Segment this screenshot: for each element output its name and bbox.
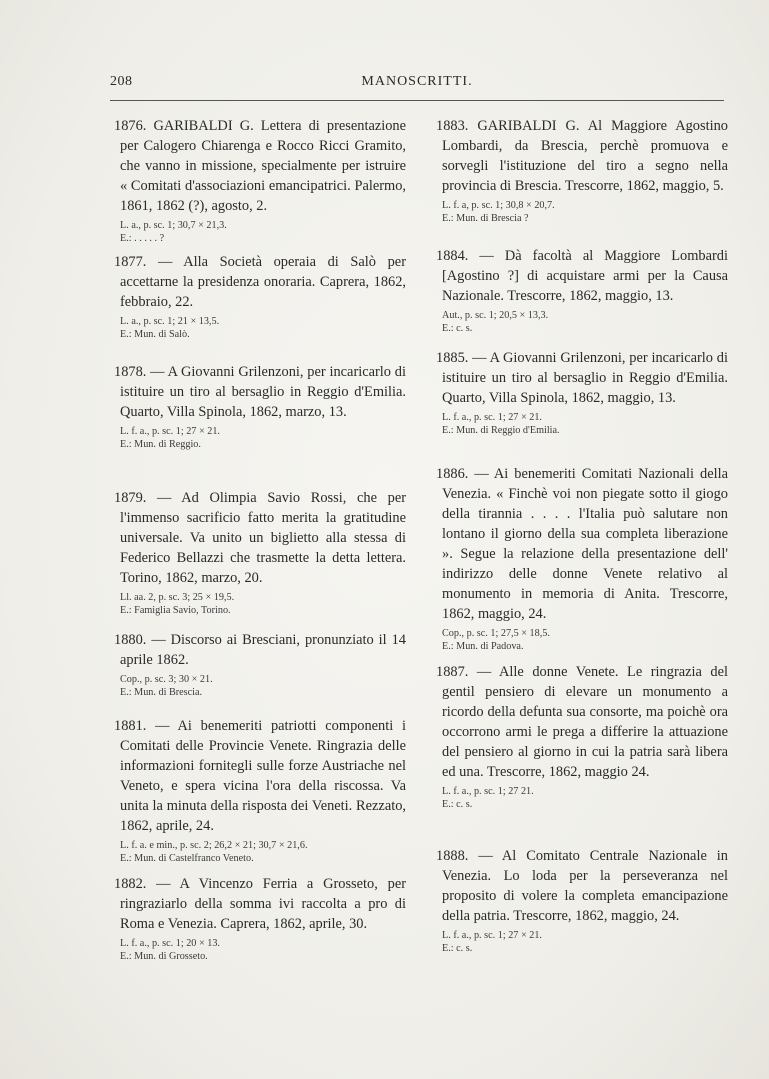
header-rule: [110, 100, 724, 101]
entry-meta-line: Cop., p. sc. 3; 30 × 21.: [120, 674, 213, 685]
entry-meta-line: E.: Mun. di Padova.: [442, 641, 524, 652]
catalog-entry: [436, 464, 728, 653]
running-title: MANOSCRITTI.: [361, 74, 473, 89]
entry-meta-line: L. f. a. e min., p. sc. 2; 26,2 × 21; 30,7 × 21,6.: [120, 840, 308, 851]
entry-text: 1887. — Alle donne Venete. Le ringrazia del gentil pensiero di elevare un monumento a ricordo della defunta sua consorte, ma poichè ora occorrono armi le prega a differire la attuazione del pensiero al giorno in cui la patria sarà libera ed una. Trescorre, 1862, maggio 24.: [436, 664, 728, 780]
entry-meta: [114, 937, 406, 963]
entry-meta: [114, 425, 406, 451]
entry-text: 1880. — Discorso ai Bresciani, pronunziato il 14 aprile 1862.: [114, 632, 406, 668]
entry-meta: [436, 627, 728, 653]
entry-meta: [436, 199, 728, 225]
entry-meta-line: E.: Mun. di Brescia ?: [442, 213, 529, 224]
entry-meta-line: E.: Mun. di Castelfranco Veneto.: [120, 853, 254, 864]
page-number: 208: [110, 74, 133, 89]
entry-text: 1886. — Ai benemeriti Comitati Nazionali della Venezia. « Finchè voi non piegate sotto il giogo della tirannia . . . . l'Italia può salutare non lontano il giorno della sua completa liberazione ». Segue la relazione della presentazione dell' indirizzo delle donne Venete relativo al monumento in memoria di Anita. Trescorre, 1862, maggio, 24.: [436, 466, 728, 622]
catalog-entry: [436, 116, 728, 225]
entry-meta-line: E.: c. s.: [442, 323, 473, 334]
catalog-entry: [114, 874, 406, 963]
entry-meta-line: L. f. a., p. sc. 1; 20 × 13.: [120, 938, 220, 949]
entry-meta-line: L. f. a., p. sc. 1; 27 × 21.: [442, 930, 542, 941]
entry-meta-line: L. f. a., p. sc. 1; 27 × 21.: [120, 426, 220, 437]
catalog-entry: [436, 662, 728, 811]
catalog-entry: [114, 488, 406, 617]
entry-text: 1882. — A Vincenzo Ferria a Grosseto, per ringraziarlo della somma ivi raccolta a pro di Roma e Venezia. Caprera, 1862, aprile, 30.: [114, 876, 406, 932]
entry-meta: [114, 591, 406, 617]
entry-text: 1883. GARIBALDI G. Al Maggiore Agostino Lombardi, da Brescia, perchè promuova e sorvegli l'istituzione del tiro a segno nella provincia di Brescia. Trescorre, 1862, maggio, 5.: [436, 118, 728, 194]
entry-text: 1877. — Alla Società operaia di Salò per accettarne la presidenza onoraria. Caprera, 1862, febbraio, 22.: [114, 254, 406, 310]
entry-meta-line: E.: Famiglia Savio, Torino.: [120, 605, 231, 616]
entry-meta-line: L. a., p. sc. 1; 21 × 13,5.: [120, 316, 220, 327]
entry-meta-line: E.: Mun. di Grosseto.: [120, 951, 208, 962]
entry-text: 1878. — A Giovanni Grilenzoni, per incaricarlo di istituire un tiro al bersaglio in Reggio d'Emilia. Quarto, Villa Spinola, 1862, marzo, 13.: [114, 364, 406, 420]
entry-meta: [114, 839, 406, 865]
entry-meta: [114, 219, 406, 245]
catalog-entry: [114, 252, 406, 341]
entry-meta: [436, 411, 728, 437]
entry-meta-line: E.: Mun. di Reggio.: [120, 439, 201, 450]
catalog-entry: [114, 362, 406, 451]
entry-meta-line: E.: . . . . . ?: [120, 233, 165, 244]
entry-text: 1881. — Ai benemeriti patriotti componenti i Comitati delle Provincie Venete. Ringrazia delle informazioni fornitegli sulle forze Austriache nel Veneto, e spera vicina l'ora della riscossa. Va unita la minuta della risposta dei Veneti. Rezzato, 1862, aprile, 24.: [114, 718, 406, 834]
catalog-entry: [436, 348, 728, 437]
catalog-entry: [114, 116, 406, 245]
entry-meta-line: E.: Mun. di Brescia.: [120, 687, 203, 698]
entry-meta-line: Aut., p. sc. 1; 20,5 × 13,3.: [442, 310, 549, 321]
catalog-entry: [436, 246, 728, 335]
entry-text: 1885. — A Giovanni Grilenzoni, per incaricarlo di istituire un tiro al bersaglio in Reggio d'Emilia. Quarto, Villa Spinola, 1862, maggio, 13.: [436, 350, 728, 406]
entry-meta: [436, 309, 728, 335]
entry-meta-line: L. f. a., p. sc. 1; 27 21.: [442, 786, 534, 797]
entry-text: 1876. GARIBALDI G. Lettera di presentazione per Calogero Chiarenga e Rocco Ricci Gramito, che vanno in missione, specialmente per istruire « Comitati d'associazioni emancipatrici. Palermo, 1861, 1862 (?), agosto, 2.: [114, 118, 406, 214]
catalog-entry: [114, 630, 406, 699]
entry-meta-line: Cop., p. sc. 1; 27,5 × 18,5.: [442, 628, 550, 639]
entry-meta: [436, 785, 728, 811]
catalog-entry: [114, 716, 406, 865]
entry-meta: [114, 315, 406, 341]
entry-text: 1879. — Ad Olimpia Savio Rossi, che per l'immenso sacrificio fatto merita la gratitudine universale. Va unito un biglietto alla stessa di Federico Bellazzi che trasmette la detta lettera. Torino, 1862, marzo, 20.: [114, 490, 406, 586]
entry-meta-line: L. a., p. sc. 1; 30,7 × 21,3.: [120, 220, 227, 231]
entry-meta-line: Ll. aa. 2, p. sc. 3; 25 × 19,5.: [120, 592, 235, 603]
entry-meta: [436, 929, 728, 955]
entry-meta-line: E.: c. s.: [442, 799, 473, 810]
entry-text: 1884. — Dà facoltà al Maggiore Lombardi [Agostino ?] di acquistare armi per la Causa Nazionale. Trescorre, 1862, maggio, 13.: [436, 248, 728, 304]
page-header: [110, 74, 724, 94]
entry-meta-line: E.: Mun. di Reggio d'Emilia.: [442, 425, 560, 436]
catalog-entry: [436, 846, 728, 955]
entry-meta-line: L. f. a., p. sc. 1; 27 × 21.: [442, 412, 542, 423]
entry-meta-line: L. f. a, p. sc. 1; 30,8 × 20,7.: [442, 200, 555, 211]
entry-meta-line: E.: c. s.: [442, 943, 473, 954]
entry-meta-line: E.: Mun. di Salò.: [120, 329, 190, 340]
entry-meta: [114, 673, 406, 699]
entry-text: 1888. — Al Comitato Centrale Nazionale in Venezia. Lo loda per la perseveranza nel proposito di volere la completa emancipazione della patria. Trescorre, 1862, maggio, 24.: [436, 848, 728, 924]
